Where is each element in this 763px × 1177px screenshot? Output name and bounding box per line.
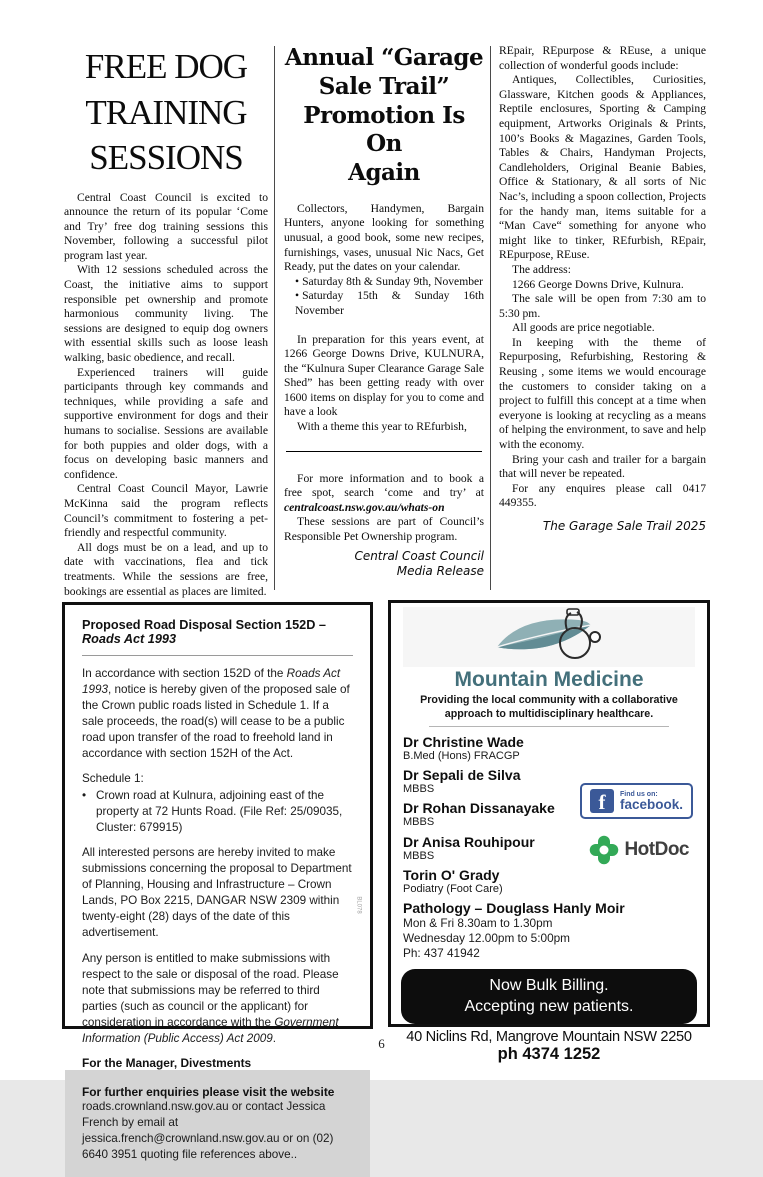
paragraph: In keeping with the theme of Repurposing, Refurbishing, Restoring & Reusing , some items we would encourage the customers to consider taking on a project to fulfill this concept at a time when everyone is looking at recycling as a means of helping the environment, to save and help with the economy. xyxy=(499,335,706,452)
act-title-italic: Roads Act 1993 xyxy=(82,667,341,697)
facebook-icon xyxy=(590,789,614,813)
doctor-name: Dr Christine Wade xyxy=(403,733,524,750)
notice-reference-code: BL078 xyxy=(355,896,362,914)
media-release-credit xyxy=(284,549,484,580)
dog-article-body xyxy=(64,191,268,600)
act-title-italic: Government Information (Public Access) Act 2009 xyxy=(82,1015,339,1045)
mountain-medicine-ad xyxy=(388,600,710,1063)
bulk-billing-banner xyxy=(401,969,697,1024)
bullet-icon: • xyxy=(295,289,300,303)
schedule-item xyxy=(82,788,353,836)
paragraph: 1266 George Downs Drive, Kulnura. xyxy=(512,277,684,291)
title-line: TRAINING xyxy=(85,92,247,132)
page-number: 6 xyxy=(378,1036,385,1051)
paragraph: All goods are price negotiable. xyxy=(512,321,655,335)
text-run: , notice is hereby given of the proposed sale of the Crown public roads listed in Schedule 1. If a sale proceeds, the road(s) will cease to be a public road upon transfer of the road to freehold land in accordance with section 152H of the Act. xyxy=(82,683,350,761)
doctor-name: Torin O' Grady xyxy=(403,866,500,883)
road-disposal-notice xyxy=(62,602,373,1161)
paragraph: Experienced trainers will guide participants through key commands and techniques, while providing a safe and supportive environment for dogs and their humans to socialise. Sessions are available for both puppies and older dogs, with a focus on developing basic manners and confidence. xyxy=(64,365,268,481)
heading-text: Proposed Road Disposal Section 152D – xyxy=(82,618,326,632)
title-line: Annual “Garage xyxy=(284,44,484,71)
paragraph: REpair, REpurpose & REuse, a unique collection of wonderful goods include: xyxy=(499,44,706,72)
paragraph: Collectors, Handymen, Bargain Hunters, anyone looking for something unusual, a good book, some new recipes, furnishings, vases, unusual Nic Nacs, Get Ready, put the dates on your calendar. xyxy=(284,201,484,274)
paragraph: Bring your cash and trailer for a bargain that will never be repeated. xyxy=(499,452,706,481)
facebook-wordmark: facebook. xyxy=(619,796,683,812)
paragraph: Central Coast Council Mayor, Lawrie McKinna said the program reflects Council’s commitment to fostering a pet-friendly and respectful community. xyxy=(64,482,268,540)
doctor-qualification: MBBS xyxy=(403,783,435,796)
credit-line: Central Coast Council xyxy=(354,548,484,563)
schedule-item-text: Crown road at Kulnura, adjoining east of the property at 72 Hunts Road. (File Ref: 25/09035, Cluster: 679915) xyxy=(96,789,343,835)
bullet-text: Saturday 8th & Sunday 9th, November xyxy=(302,274,484,288)
schedule-label: Schedule 1: xyxy=(82,772,144,786)
title-line: SESSIONS xyxy=(89,138,243,177)
paragraph: With 12 sessions scheduled across the Coast, the initiative aims to support responsible pet ownership and promote harmonious community living. The sessions are designed to equip dog owners with essential skills such as loose leash walking, basic obedience, and recall. xyxy=(64,263,268,365)
pathology-hours: Mon & Fri 8.30am to 1.30pm xyxy=(403,916,553,931)
feather-stethoscope-logo-icon xyxy=(403,607,695,667)
paragraph: These sessions are part of Council’s Responsible Pet Ownership program. xyxy=(284,515,484,544)
facebook-badge xyxy=(580,783,693,819)
paragraph xyxy=(82,666,353,762)
signoff: For the Manager, Divestments xyxy=(82,1055,252,1070)
road-notice-content xyxy=(65,605,370,1070)
more-info-block xyxy=(284,472,484,545)
paragraph: All dogs must be on a lead, and up to date with vaccinations, flea and tick treatments. While the sessions are free, bookings are essential as places are limited. xyxy=(64,540,268,598)
pathology-title: Pathology – Douglass Hanly Moir xyxy=(403,900,625,917)
title-line: Again xyxy=(348,159,420,186)
paragraph: In preparation for this years event, at 1266 George Downs Drive, KULNURA, the “Kulnura Super Clearance Garage Sale Shed” has been getting ready with over 1600 items on display for you to come and have a look xyxy=(284,332,484,419)
date-bullet xyxy=(284,289,484,318)
garage-article-continued xyxy=(499,44,706,511)
doctor-name: Dr Sepali de Silva xyxy=(403,767,521,784)
more-info-text: For more information and to book a free spot, search ‘come and try’ at xyxy=(284,471,484,500)
paragraph: With a theme this year to REfurbish, xyxy=(297,420,467,434)
clinic-name: Mountain Medicine xyxy=(454,668,644,691)
hotdoc-icon xyxy=(589,835,619,865)
ad-content xyxy=(391,603,707,1063)
paragraph xyxy=(284,472,484,516)
pathology-phone: Ph: 437 41942 xyxy=(403,946,480,961)
clinic-phone: ph 4374 1252 xyxy=(497,1044,601,1063)
tagline-line: approach to multidisciplinary healthcare. xyxy=(444,707,654,720)
clinic-tagline xyxy=(403,694,695,722)
clinic-address: 40 Niclins Rd, Mangrove Mountain NSW 2250 xyxy=(406,1028,692,1045)
text-run: Any person is entitled to make submissions with respect to the sale or disposal of the road. Please note that submissions may be referred to third parties (such as council or the applicant) for consideration in accordance with the xyxy=(82,951,339,1029)
date-bullet xyxy=(284,275,484,290)
pathology-hours: Wednesday 12.00pm to 5:00pm xyxy=(403,931,571,946)
doctor-qualification: B.Med (Hons) FRACGP xyxy=(403,749,520,762)
doctor-qualification: MBBS xyxy=(403,849,435,862)
column-garage-continued xyxy=(499,44,706,535)
footer-contact-text: roads.crownland.nsw.gov.au or contact Jessica French by email at jessica.french@crownland.nsw.gov.au or on (02) 6640 3951 quoting file references above.. xyxy=(82,1099,334,1161)
tagline-underline xyxy=(429,726,668,727)
title-line: Sale Trail” xyxy=(318,72,450,100)
title-line: Promotion Is On xyxy=(303,101,465,158)
heading-act-title: Roads Act 1993 xyxy=(82,632,177,646)
paragraph: Antiques, Collectibles, Curiosities, Glassware, Kitchen goods & Appliances, Reptile enclosures, Sporting & Camping equipment, Artworks Originals & Prints, 100’s Books & Magazines, Garden Tools, Tables & Chairs, Handyman Projects, Candleholders, Original Beanie Babies, Office & Stationary, & all sorts of Nic Nac’s, including a spoon collection, Projects for the handy man, items suitable for a “Man Cave“ something for anyone who might like to tinker, REfurbish, REpair, REpurpose, REuse. xyxy=(499,73,706,262)
facebook-text xyxy=(620,791,683,812)
road-notice-heading xyxy=(82,618,353,646)
doctor-qualification: Podiatry (Foot Care) xyxy=(403,883,503,896)
garage-article-title xyxy=(284,44,484,188)
banner-line: Now Bulk Billing. xyxy=(489,976,609,994)
bullet-icon: • xyxy=(82,789,87,803)
hotdoc-badge xyxy=(589,835,689,865)
hotdoc-wordmark: HotDoc xyxy=(624,839,689,860)
doctor-name: Dr Rohan Dissanayake xyxy=(403,800,555,817)
paragraph xyxy=(82,951,353,1047)
paragraph: All interested persons are hereby invited to make submissions concerning the proposal to Department of Planning, Housing and Infrastructure – Crown Lands, PO Box 2215, DANGAR NSW 2309 within twenty-eight (28) days of the date of this advertisement. xyxy=(82,846,352,940)
column-garage-article xyxy=(284,44,484,580)
section-divider xyxy=(286,451,482,452)
garage-sale-credit: The Garage Sale Trail 2025 xyxy=(542,519,706,533)
paragraph: The address: xyxy=(512,262,571,276)
doctor-entry xyxy=(403,734,695,763)
banner-line: Accepting new patients. xyxy=(464,997,634,1015)
bullet-icon: • xyxy=(295,274,300,288)
text-run: In accordance with section 152D of the xyxy=(82,667,287,680)
paragraph: Central Coast Council is excited to announce the return of its popular ‘Come and Try’ free dog training sessions this November, following a successful pilot program last year. xyxy=(64,190,268,262)
credit-line: Media Release xyxy=(396,564,484,579)
road-notice-footer xyxy=(65,1070,370,1177)
doctor-name: Dr Anisa Rouhipour xyxy=(403,833,535,850)
facebook-find-us: Find us on: xyxy=(619,790,658,798)
dog-article-title xyxy=(64,44,268,181)
title-line: FREE DOG xyxy=(84,47,248,86)
column-divider xyxy=(274,46,275,590)
bullet-text: Saturday 15th & Sunday 16th November xyxy=(295,289,484,317)
facebook-letter: f xyxy=(598,790,606,815)
column-dog-article xyxy=(64,44,268,599)
paragraph: The sale will be open from 7:30 am to 5:30 pm. xyxy=(499,292,706,320)
tagline-line: Providing the local community with a collaborative xyxy=(420,694,678,706)
footer-heading: For further enquiries please visit the website xyxy=(82,1084,335,1099)
doctor-qualification: MBBS xyxy=(403,816,435,829)
heading-underline xyxy=(82,655,353,656)
column-divider xyxy=(490,46,491,590)
text-run: . xyxy=(272,1031,277,1045)
paragraph: For any enquires please call 0417 449355. xyxy=(499,481,706,510)
garage-article-body xyxy=(284,202,484,435)
doctor-entry xyxy=(403,867,695,896)
council-url: centralcoast.nsw.gov.au/whats-on xyxy=(284,500,445,514)
